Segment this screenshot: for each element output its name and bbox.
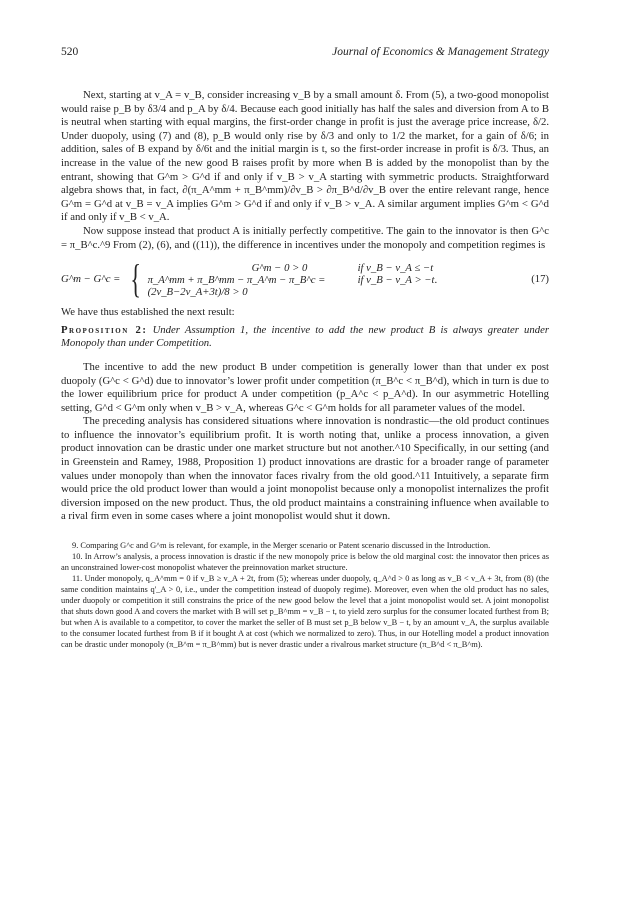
paragraph-1: Next, starting at v_A = v_B, consider increasing v_B by a small amount δ. From (5), a two-good monopolist would raise p_B by δ3/4 and p_A by δ/4. Because each good initially has half the sales and diversion from A to B is neutral when starting with equal margins, the first-order change in profit is just the average price increase, δ/2. Under duopoly, using (7) and (8), p_B would only rise by δ/3 and only to 1/2 the market, for a gain of δ/6; in addition, sales of B expand by δ/6t and the initial margin is t, so the first-order increase in profit is δ/3. Thus, an increase in the value of the new good B raises profit by more when B is added by the monopolist than by the entrant, showing that G^m > G^d if and only if v_B > v_A starting with symmetric products. Straightforward algebra shows that, in fact, ∂(π_A^mm + π_B^mm)/∂v_B > ∂π_B^d/∂v_B over the entire relevant range, hence G^m = G^d at v_B = v_A implies G^m > G^d if and only if v_B > v_A. A similar argument implies G^m < G^d if and only if v_B < v_A. [61, 89, 549, 224]
footnote-11: 11. Under monopoly, q_A^mm = 0 if v_B ≥ v_A + 2t, from (5); whereas under duopoly, q_A^d > 0 as long as v_B < v_A + 3t, from (8) (the same condition maintains q'_A > 0, i.e., under the competition instead of duopoly regime). Moreover, even when the old product has no sales, under duopoly or competition it still constrains the price of the new good below the level that a joint monopolist would set. A joint monopolist that shuts down good A and covers the market with B will set p_B^mm = v_B − t, to yield zero surplus for the consumer located furthest from B; but when A is available to a competitor, to cover the market the seller of B must set p_B below v_B − t, by an amount v_A, the surplus available to the consumer located furthest from B if it bought A at cost (which we normalized to zero). Thus, in our Hotelling model a product innovation can be drastic under monopoly (π_B^m = π_B^mm) but is never drastic under a rivalrous market structure (π_B^d < π_B^m). [61, 574, 549, 650]
equation-lhs: G^m − G^c = [61, 273, 121, 286]
paragraph-4: The incentive to add the new product B under competition is generally lower than that under ex post duopoly (G^c < G^d) due to innovator’s lower profit under competition (π_B^c < π_B^d), which in turn is due to the lower equilibrium price for product A under competition (p_A^c < p_A^d). In our asymmetric Hotelling setting, G^d < G^m only when v_B > v_A, whereas G^c < G^m holds for all parameter values of the model. [61, 360, 549, 414]
equation-number: (17) [531, 273, 549, 286]
footnotes [61, 540, 549, 650]
footnote-9: 9. Comparing G^c and G^m is relevant, for example, in the Merger scenario or Patent scenario discussed in the Introduction. [72, 541, 491, 551]
left-brace: { [130, 256, 142, 302]
proposition-text: Under Assumption 1, the incentive to add the new product B is always greater under Monopoly than under Competition. [61, 323, 549, 350]
equation-case-2 [148, 274, 521, 298]
case-2-condition: if v_B − v_A > −t [357, 274, 435, 287]
equation-case-1 [148, 262, 521, 274]
proposition-label: Proposition 2: [61, 323, 148, 336]
proposition-2 [61, 324, 549, 351]
case-2-expression: π_A^mm + π_B^mm − π_A^m − π_B^c = (2v_B−2v_A+3t)/8 > 0 [147, 274, 326, 299]
journal-title: Journal of Economics & Management Strategy [332, 46, 549, 58]
paragraph-2: Now suppose instead that product A is initially perfectly competitive. The gain to the innovator is then G^c = π_B^c.^9 From (2), (6), and ((11)), the difference in incentives under the monopoly and competition regimes is [61, 224, 549, 251]
page-number: 520 [61, 46, 79, 58]
equation-cases [147, 262, 521, 299]
paragraph-5: The preceding analysis has considered situations where innovation is nondrastic—the old product continues to influence the innovator’s equilibrium profit. It is worth noting that, unlike a process innovation, a given product innovation can be drastic under one market structure but not another.^10 Specifically, in our setting (and in Greenstein and Ramey, 1988, Proposition 1) product innovations are drastic for a broader range of parameter values under monopoly than when the innovator faces rivalry from the old good.^11 Intuitively, a separate firm would price the old product lower than would a joint monopolist because only a monopolist internalizes the profit diversion imposed on the new product. Thus, the old product maintains a constraining influence when available to a rival firm even in some cases where a joint monopolist would shut it down. [61, 415, 549, 523]
running-header [61, 46, 549, 58]
paragraph-3: We have thus established the next result: [61, 306, 235, 319]
footnote-10: 10. In Arrow’s analysis, a process innovation is drastic if the new monopoly price is below the old marginal cost: the innovator then prices as an unconstrained lower-cost monopolist whatever the preinnovation market structure. [61, 552, 549, 573]
case-1-expression: G^m − 0 > 0 [251, 262, 308, 275]
case-1-condition: if v_B − v_A ≤ −t [357, 262, 434, 275]
equation-17 [61, 258, 549, 300]
equation-period: . [434, 274, 438, 287]
page [61, 46, 549, 650]
